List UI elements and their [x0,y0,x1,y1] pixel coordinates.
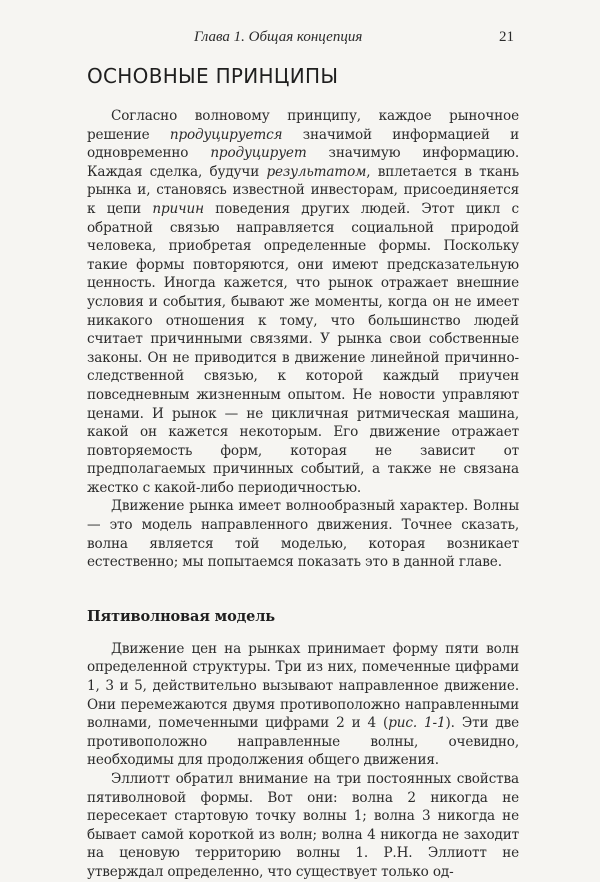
text-run: , вплетается в ткань рынка и, становясь известной инвесторам, присоединяется к цепи [87,163,519,217]
section-paragraph-1 [87,107,519,497]
section-title: ОСНОВНЫЕ ПРИНЦИПЫ [87,64,339,88]
running-header [90,28,514,46]
chapter-title: Глава 1. Общая концепция [194,29,363,45]
text-run: Движение цен на рынках принимает форму пяти волн определенной структуры. Три из них, помеченные цифрами 1, 3 и 5, действительно вызывают направленное движение. Они перемежаются двумя противоположно направленными волнами, помеченными цифрами 2 и 4 ( [87,640,519,732]
text-run: ). Эти две противоположно направленные волны, очевидно, необходимы для продолжения общего движения. [87,715,519,769]
italic-emphasis: результатом [266,163,367,180]
subsection-title: Пятиволновая модель [87,607,276,625]
page-content [87,64,519,882]
italic-emphasis: продуцирует [210,145,307,162]
italic-emphasis: продуцируется [169,126,283,143]
text-run: поведения других людей. Этот цикл с обратной связью направляется социальной природой человека, приобретая определенные формы. Поскольку такие формы повторяются, они имеют предсказательную ценность. Иногда кажется, что рынок отражает внешние условия и события, бывают же моменты, когда он не имеет никакого отношения к тому, что большинство людей считает причинными связями. У рынка свои собственные законы. Он не приводится в движение линейной причинно-следственной связью, к которой каждый приучен повседневным жизненным опытом. Не новости управляют ценами. И рынок — не цикличная ритмическая машина, какой он кажется некоторым. Его движение отражает повторяемость форм, которая не зависит от предполагаемых причинных событий, а также не связана жестко с какой-либо периодичностью. [87,200,519,496]
subsection-paragraph-2: Эллиотт обратил внимание на три постоянных свойства пятиволновой формы. Вот они: волна 2 никогда не пересекает стартовую точку волны 1; волна 3 никогда не бывает самой короткой из волн; волна 4 никогда не заходит на ценовую территорию волны 1. Р.Н. Эллиотт не утверждал определенно, что существует только од- [87,771,519,880]
text-run: значимой информацией и одновременно [87,126,520,162]
subsection-paragraph-1 [87,640,519,770]
italic-emphasis: причин [152,200,204,217]
section-paragraph-2: Движение рынка имеет волнообразный характер. Волны — это модель направленного движения. Точнее сказать, волна является той моделью, которая возникает естественно; мы попытаемся показать это в данной главе. [87,498,519,571]
figure-reference: рис. 1-1 [388,715,446,732]
text-run: значимую информацию. Каждая сделка, будучи [87,145,520,180]
text-run: Согласно волновому принципу, каждое рыночное решение [87,108,519,143]
page-number: 21 [499,29,514,45]
